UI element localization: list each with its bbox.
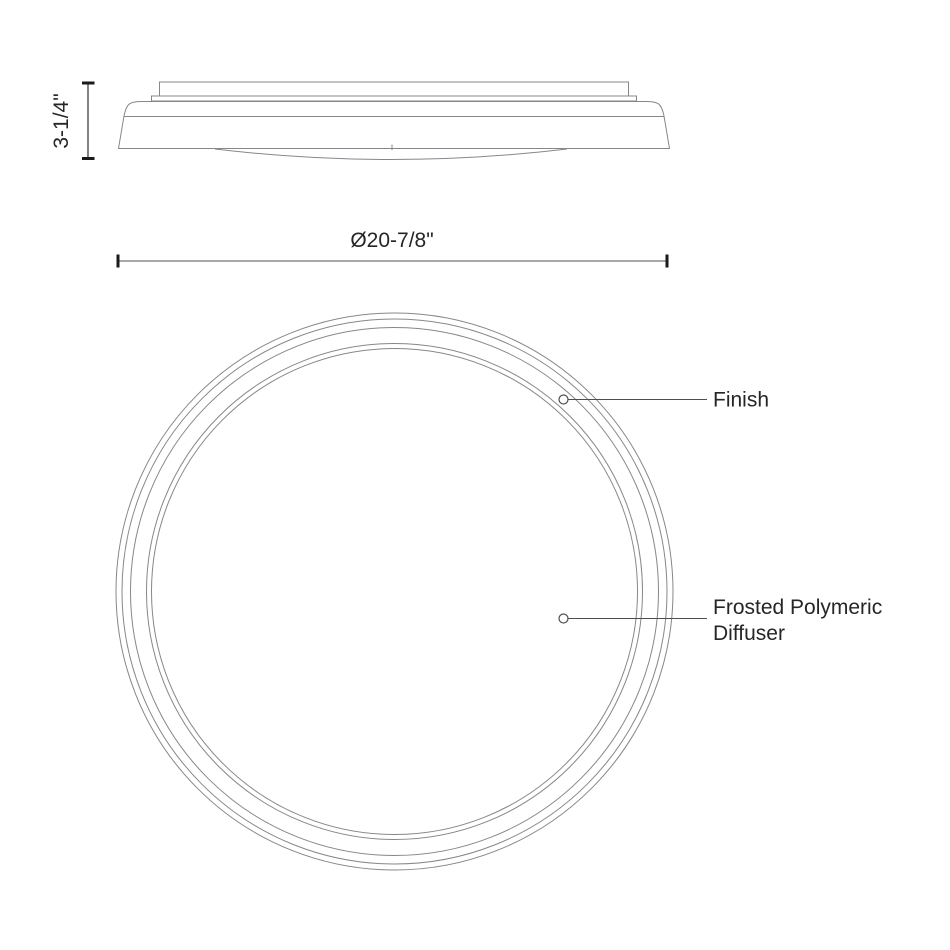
diffuser-label-line-1: Frosted Polymeric xyxy=(713,596,883,619)
flange-outline xyxy=(152,96,637,101)
height-dimension xyxy=(50,83,95,159)
canopy-outline xyxy=(160,82,629,96)
diffuser-rim-inner-circle xyxy=(152,349,638,835)
diffuser-rim-outer-circle xyxy=(147,344,643,840)
diffuser-callout-dot xyxy=(559,614,568,623)
diameter-dimension xyxy=(118,229,667,268)
callout-diffuser xyxy=(559,596,882,645)
finish-label: Finish xyxy=(713,388,770,412)
top-view xyxy=(116,313,673,870)
callout-finish xyxy=(559,389,769,412)
height-dimension-label: 3-1/4" xyxy=(50,93,73,149)
diffuser-label-line-2: Diffuser xyxy=(713,622,785,645)
diffuser-arc xyxy=(215,149,567,160)
outer-rim-circle xyxy=(116,313,673,870)
finish-callout-dot xyxy=(559,395,568,404)
side-view xyxy=(119,82,670,160)
shoulder-circle xyxy=(131,328,659,856)
diameter-dimension-label: Ø20-7/8" xyxy=(350,229,434,252)
rim-edge-circle xyxy=(122,319,667,864)
body-outline xyxy=(119,102,670,149)
